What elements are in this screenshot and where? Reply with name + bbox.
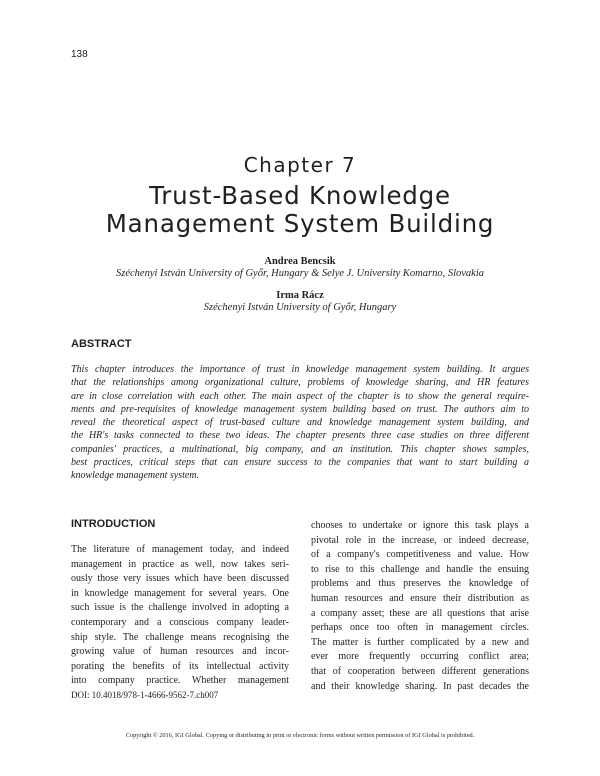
abstract-line: companies' practices, a multinational, big company, and an institution. This chapter shows samples, [71,443,529,455]
body-line: management in practice as well, now takes seri- [71,558,289,570]
copyright-notice: Copyright © 2016, IGI Global. Copying or distributing in print or electronic forms without written permission of IGI Global is prohibited. [125,732,475,739]
abstract-line: that the relationships among organizational culture, problems of knowledge sharing, and HR features [71,377,529,389]
body-line: to rise to this challenge and handle the ensuing [311,563,529,575]
abstract-line: ments and pre-requisites of knowledge management system building based on trust. The authors aim to [71,403,529,415]
body-line: The matter is further complicated by a new and [311,636,529,648]
abstract-body [71,363,529,483]
doi-line: DOI: 10.4018/978-1-4666-9562-7.ch007 [71,690,219,700]
body-line: problems and thus preserves the knowledge of [311,578,529,590]
page-number: 138 [71,49,88,60]
body-line: in knowledge management for several years. One [71,587,289,599]
introduction-left-column [71,543,289,689]
abstract-line: knowledge management system. [71,470,200,482]
abstract-line: the HR's tasks connected to these two ideas. The chapter presents three case studies on three different [71,430,529,442]
introduction-right-column [311,519,529,694]
body-line: contemporary and a conscious company leader- [71,616,289,628]
body-line: growing value of human resources and incor- [71,646,289,658]
abstract-line: This chapter introduces the importance of trust in knowledge management system building. It argues [71,364,529,375]
abstract-heading: ABSTRACT [71,338,132,350]
abstract-line: reveal the theoretical aspect of trust-based culture and knowledge management system building, and [71,417,529,429]
author-affiliation: Széchenyi István University of Győr, Hungary & Selye J. University Komarno, Slovakia [116,268,484,279]
body-line: into company practice. Whether management [71,675,289,687]
body-line: perhaps once too often in management circles. [311,622,529,634]
chapter-title-line: Trust-Based Knowledge [149,181,451,210]
introduction-heading: INTRODUCTION [71,518,156,530]
chapter-title-line: Management System Building [105,209,495,238]
body-line: such issue is the challenge involved in adopting a [71,602,289,614]
body-line: ship style. The challenge means recognising the [71,631,289,643]
body-line: of a company's competitiveness and value. How [311,549,529,561]
author-affiliation: Széchenyi István University of Győr, Hungary [203,302,397,313]
body-line: The literature of management today, and indeed [71,544,289,555]
body-line: ously those very issues which have been discussed [71,573,289,585]
body-line: ever more frequently occurring conflict area; [311,651,529,663]
body-line: and their knowledge sharing. In past decades the [311,680,529,692]
author-name: Andrea Bencsik [264,256,336,267]
abstract-line: best practices, critical steps that can ensure success to the companies that want to start building a [71,457,529,469]
body-line: that of cooperation between different generations [311,665,529,677]
body-line: porating the benefits of its intellectual activity [71,660,289,672]
body-line: chooses to undertake or ignore this task plays a [311,520,529,531]
body-line: a company asset; these are all questions that arise [311,607,529,619]
body-line: human resources and ensure their distribution as [311,592,529,604]
abstract-line: are in close correlation with each other. The main aspect of the chapter is to show the general require- [71,390,529,402]
author-name: Irma Rácz [276,290,324,301]
body-line: pivotal role in the increase, or indeed decrease, [311,534,529,546]
chapter-title [0,182,600,238]
chapter-label: Chapter 7 [243,153,357,177]
